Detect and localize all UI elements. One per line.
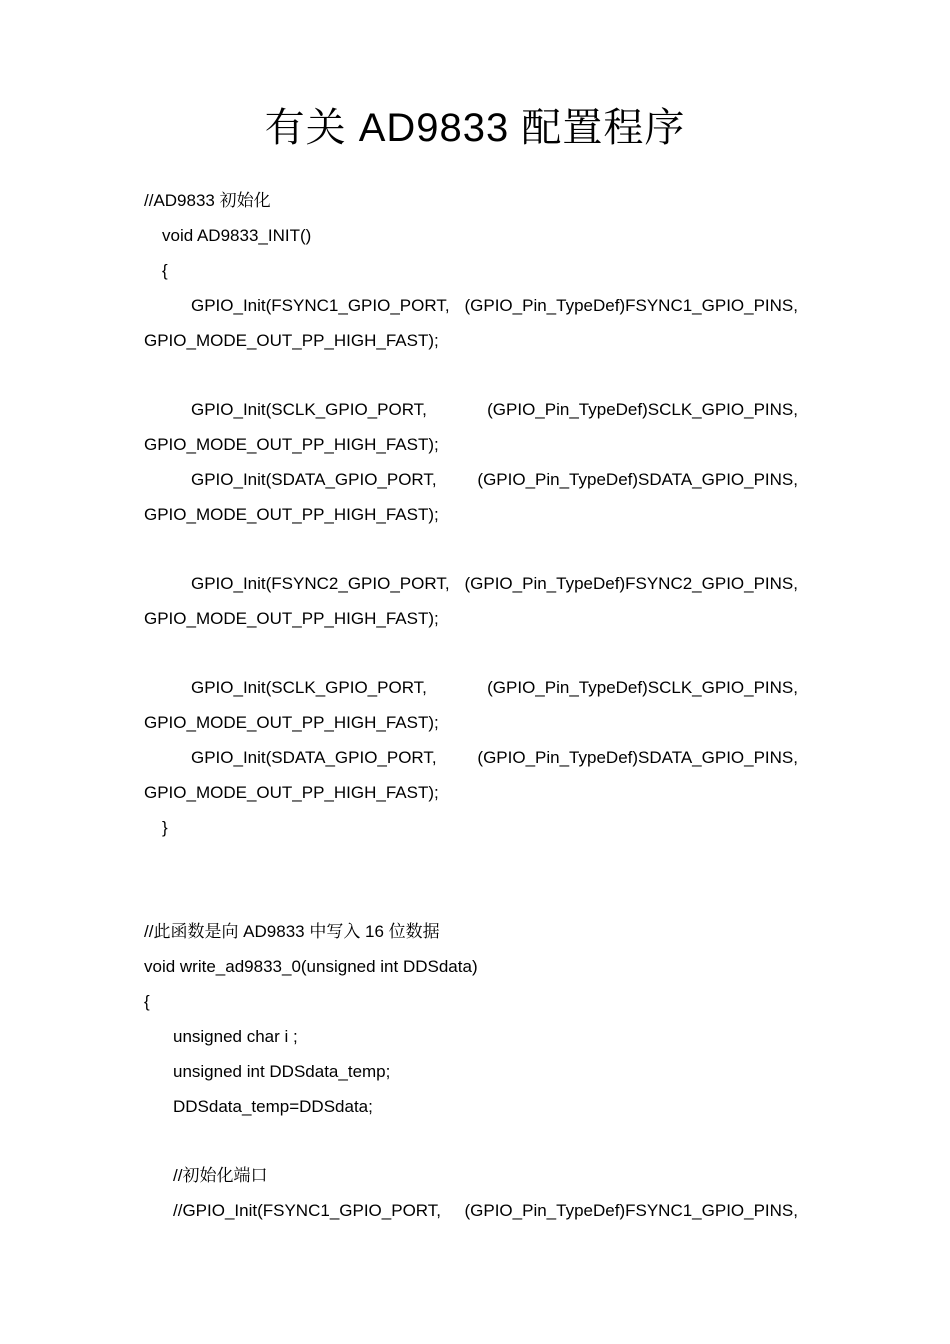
code-line: DDSdata_temp=DDSdata; <box>173 1097 373 1116</box>
code-comment-init: //AD9833 初始化 <box>144 191 271 210</box>
code-segment: GPIO_Init(SDATA_GPIO_PORT, <box>191 470 437 489</box>
code-line <box>191 398 798 422</box>
code-line <box>191 746 798 770</box>
code-line: GPIO_MODE_OUT_PP_HIGH_FAST); <box>144 331 439 350</box>
code-line: GPIO_MODE_OUT_PP_HIGH_FAST); <box>144 435 439 454</box>
code-segment: (GPIO_Pin_TypeDef)SCLK_GPIO_PINS, <box>487 400 798 419</box>
code-line: GPIO_MODE_OUT_PP_HIGH_FAST); <box>144 609 439 628</box>
code-line <box>191 468 798 492</box>
code-line: void AD9833_INIT() <box>162 226 312 245</box>
code-segment: (GPIO_Pin_TypeDef)SDATA_GPIO_PINS, <box>477 470 798 489</box>
code-segment: GPIO_Init(FSYNC2_GPIO_PORT, <box>191 574 450 593</box>
code-segment: (GPIO_Pin_TypeDef)FSYNC1_GPIO_PINS, <box>464 1201 798 1220</box>
code-comment-write: //此函数是向 AD9833 中写入 16 位数据 <box>144 922 440 941</box>
code-segment: GPIO_Init(SDATA_GPIO_PORT, <box>191 748 437 767</box>
code-segment: GPIO_Init(SCLK_GPIO_PORT, <box>191 678 427 697</box>
code-line: GPIO_MODE_OUT_PP_HIGH_FAST); <box>144 505 439 524</box>
code-line <box>191 294 798 318</box>
code-segment: (GPIO_Pin_TypeDef)FSYNC1_GPIO_PINS, <box>464 296 798 315</box>
code-line: GPIO_MODE_OUT_PP_HIGH_FAST); <box>144 783 439 802</box>
code-line: } <box>162 818 168 837</box>
code-segment: GPIO_Init(FSYNC1_GPIO_PORT, <box>191 296 450 315</box>
code-line: unsigned char i ; <box>173 1027 298 1046</box>
code-line <box>191 572 798 596</box>
code-line: { <box>144 992 150 1011</box>
code-line: unsigned int DDSdata_temp; <box>173 1062 391 1081</box>
code-segment: (GPIO_Pin_TypeDef)SDATA_GPIO_PINS, <box>477 748 798 767</box>
code-segment: (GPIO_Pin_TypeDef)SCLK_GPIO_PINS, <box>487 678 798 697</box>
code-segment: //GPIO_Init(FSYNC1_GPIO_PORT, <box>173 1201 441 1220</box>
code-segment: GPIO_Init(SCLK_GPIO_PORT, <box>191 400 427 419</box>
code-line: { <box>162 261 168 280</box>
code-line <box>191 676 798 700</box>
document-title: 有关 AD9833 配置程序 <box>264 106 686 150</box>
code-line: void write_ad9833_0(unsigned int DDSdata) <box>144 957 478 976</box>
code-line: GPIO_MODE_OUT_PP_HIGH_FAST); <box>144 713 439 732</box>
code-segment: (GPIO_Pin_TypeDef)FSYNC2_GPIO_PINS, <box>464 574 798 593</box>
code-line <box>173 1199 798 1223</box>
code-comment-port-init: //初始化端口 <box>173 1166 268 1185</box>
